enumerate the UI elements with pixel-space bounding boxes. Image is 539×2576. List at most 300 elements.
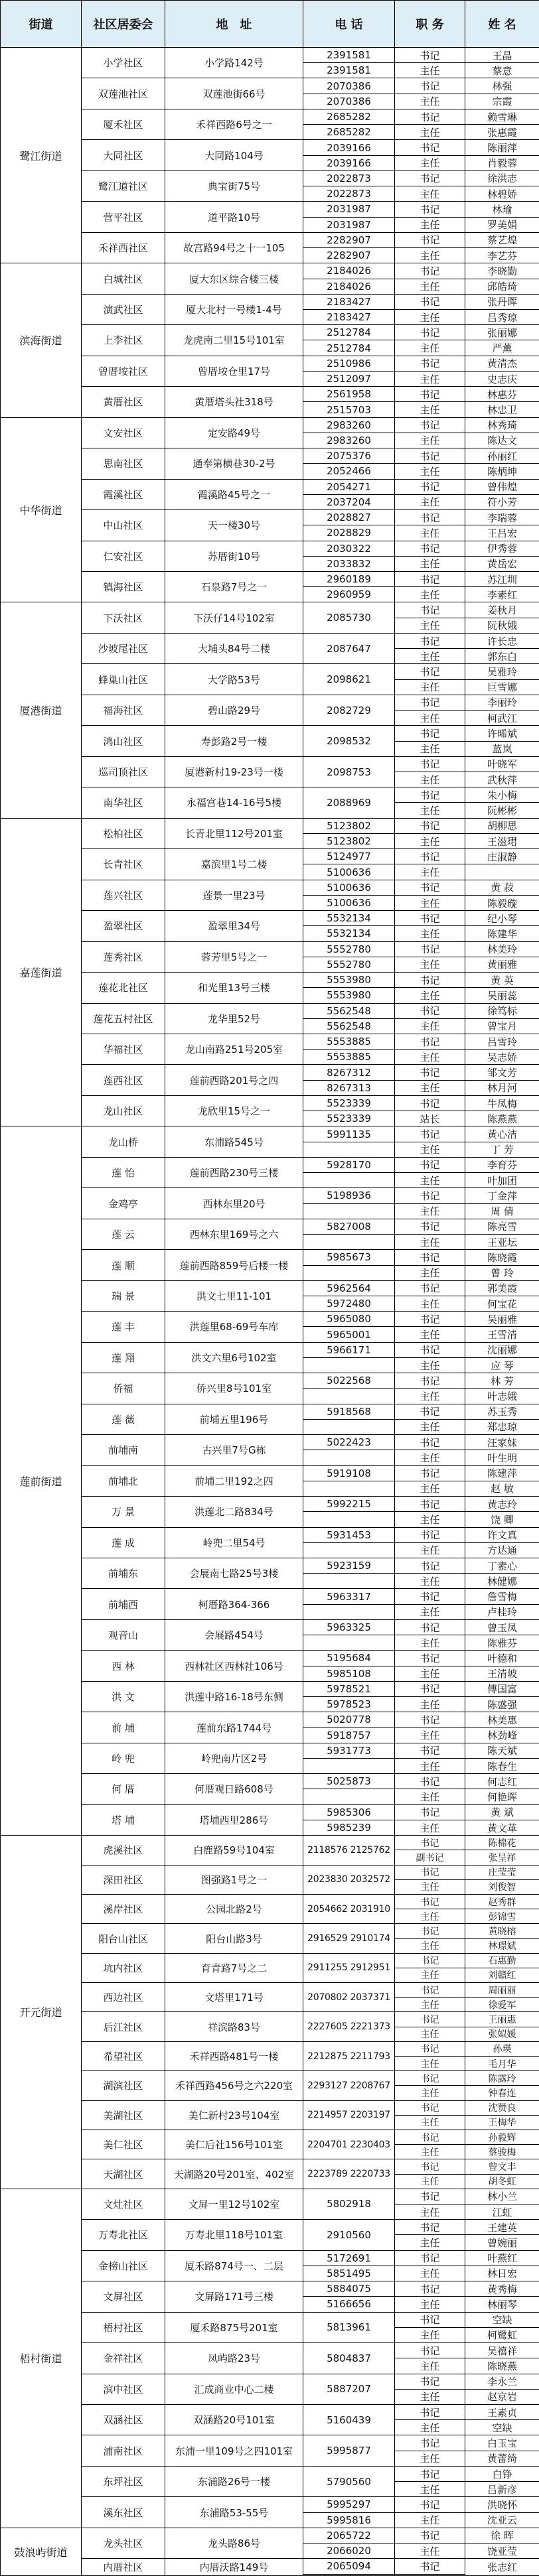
- member-title: 书记: [395, 1095, 465, 1111]
- member-phone: 5553980: [303, 988, 395, 1003]
- member-phone: 5963317: [303, 1589, 395, 1604]
- community-name: 梧村社区: [82, 2312, 165, 2342]
- member-phone: 2512097: [303, 371, 395, 386]
- member-title: 主任: [395, 2389, 465, 2404]
- community-phone: 2916529 2910174: [303, 1924, 395, 1953]
- member-name: 林璟斌: [465, 1938, 539, 1953]
- member-phone: 5552780: [303, 957, 395, 972]
- community-address: 古兴里7号G栋: [165, 1435, 303, 1465]
- member-title: 主任: [395, 2266, 465, 2281]
- community-phone: 2223789 2220733: [303, 2159, 395, 2189]
- community-address: 厦禾路874号一、二层: [165, 2250, 303, 2281]
- member-name: 洪晓怀: [465, 2497, 539, 2512]
- member-name: [465, 864, 539, 880]
- community-address: 寿彭路2号一楼: [165, 726, 303, 756]
- member-phone: 2282907: [303, 232, 395, 247]
- member-name: 王清坡: [465, 1666, 539, 1681]
- member-title: 书记: [395, 2312, 465, 2327]
- member-name: 何志红: [465, 1774, 539, 1789]
- member-name: 林瑜: [465, 202, 539, 217]
- member-title: 书记: [395, 2404, 465, 2419]
- member-name: 肖毅蓉: [465, 155, 539, 170]
- member-title: 书记: [395, 2189, 465, 2204]
- member-name: 汪家妹: [465, 1435, 539, 1450]
- member-title: 书记: [395, 2130, 465, 2144]
- member-name: 黄文革: [465, 1820, 539, 1835]
- community-address: 定安路49号: [165, 417, 303, 448]
- member-title: 主任: [395, 1789, 465, 1804]
- table-header: [1, 1, 539, 48]
- table-row: [1, 1894, 539, 1909]
- community-phone: 2054662 2031910: [303, 1894, 395, 1923]
- member-name: 陈毅璇: [465, 895, 539, 910]
- community-address: 曾厝垵仓里17号: [165, 356, 303, 386]
- member-phone: 5198936: [303, 1188, 395, 1203]
- member-name: 林 芳: [465, 1373, 539, 1389]
- community-name: 松柏社区: [82, 818, 165, 848]
- member-name: 叶晓军: [465, 756, 539, 772]
- member-name: 沈亚云: [465, 2512, 539, 2528]
- table-row: [1, 1953, 539, 1968]
- member-name: 符小芳: [465, 494, 539, 509]
- member-phone: 2070386: [303, 78, 395, 94]
- member-name: 林碧娇: [465, 186, 539, 202]
- community-phone: 5790560: [303, 2466, 395, 2496]
- member-title: 主任: [395, 2174, 465, 2189]
- member-phone: [303, 1142, 395, 1157]
- member-phone: [303, 1542, 395, 1558]
- community-name: 霞溪社区: [82, 479, 165, 509]
- member-name: 李素红: [465, 587, 539, 602]
- member-title: 站长: [395, 1111, 465, 1126]
- community-name: 文安社区: [82, 417, 165, 448]
- member-title: 书记: [395, 1404, 465, 1419]
- community-name: 湖滨社区: [82, 2071, 165, 2100]
- table-row: [1, 664, 539, 679]
- member-title: 书记: [395, 633, 465, 648]
- street-name: 嘉莲街道: [1, 818, 82, 1126]
- member-title: 书记: [395, 1342, 465, 1357]
- community-name: 沙坡尾社区: [82, 633, 165, 663]
- member-name: 何宝花: [465, 1296, 539, 1311]
- member-phone: 5100636: [303, 880, 395, 895]
- member-title: 书记: [395, 2528, 465, 2543]
- table-row: [1, 232, 539, 247]
- community-name: 虎溪社区: [82, 1836, 165, 1865]
- community-name: 溪东社区: [82, 2497, 165, 2528]
- member-phone: 2685282: [303, 125, 395, 140]
- table-row: [1, 849, 539, 864]
- member-title: 主任: [395, 1759, 465, 1774]
- member-title: 书记: [395, 1312, 465, 1327]
- member-name: 应 琴: [465, 1357, 539, 1373]
- community-phone: 5887207: [303, 2374, 395, 2404]
- member-phone: 5562548: [303, 1018, 395, 1034]
- member-name: 饶 卿: [465, 1512, 539, 1527]
- member-phone: 5962564: [303, 1280, 395, 1296]
- community-name: 龙山桥: [82, 1126, 165, 1157]
- member-phone: 5172691: [303, 2250, 395, 2266]
- member-name: 林健娜: [465, 1574, 539, 1589]
- member-name: 孙毅辉: [465, 2130, 539, 2144]
- member-title: 书记: [395, 510, 465, 525]
- community-address: 西林东里169号之六: [165, 1219, 303, 1249]
- member-title: 书记: [395, 387, 465, 402]
- member-name: 张志红: [465, 2559, 539, 2576]
- member-phone: 2030322: [303, 541, 395, 556]
- member-phone: 5100636: [303, 864, 395, 880]
- table-row: [1, 633, 539, 648]
- community-address: 龙头路86号: [165, 2528, 303, 2558]
- member-title: 书记: [395, 2012, 465, 2027]
- community-name: 金鸡亭: [82, 1188, 165, 1219]
- member-name: 孙丽红: [465, 448, 539, 464]
- community-address: 文屏一里12号102室: [165, 2189, 303, 2219]
- member-title: 主任: [395, 494, 465, 509]
- community-address: 洪文六里6号102室: [165, 1342, 303, 1373]
- member-title: 主任: [395, 1968, 465, 1982]
- community-address: 霞溪路45号之一: [165, 479, 303, 509]
- member-title: 书记: [395, 1435, 465, 1450]
- table-row: [1, 2220, 539, 2235]
- table-row: [1, 1188, 539, 1203]
- member-title: 书记: [395, 756, 465, 772]
- member-name: 黄心洁: [465, 1126, 539, 1142]
- community-name: 白城社区: [82, 263, 165, 294]
- table-row: [1, 448, 539, 464]
- table-row: [1, 880, 539, 895]
- member-name: 黄丽雅: [465, 957, 539, 972]
- member-name: 陈露玲: [465, 2071, 539, 2086]
- member-title: 主任: [395, 1327, 465, 1342]
- member-name: 赵秀群: [465, 1894, 539, 1909]
- community-address: 汇成商业中心二楼: [165, 2374, 303, 2404]
- member-title: 书记: [395, 48, 465, 63]
- member-name: 叶加团: [465, 1173, 539, 1188]
- community-name: 龙头社区: [82, 2528, 165, 2558]
- community-address: 龙虎南二里15号101室: [165, 325, 303, 356]
- member-name: 李艺芬: [465, 248, 539, 263]
- member-phone: 5985673: [303, 1250, 395, 1265]
- header-phone: 电 话: [303, 1, 395, 48]
- community-address: 阳台山路3号: [165, 1924, 303, 1953]
- member-name: 史志庆: [465, 371, 539, 386]
- community-address: 莲前西路201号之四: [165, 1065, 303, 1095]
- member-name: 赵京岩: [465, 2389, 539, 2404]
- member-name: 曾玉凤: [465, 1619, 539, 1635]
- table-row: [1, 1619, 539, 1635]
- member-name: 黄晓榕: [465, 1924, 539, 1938]
- member-phone: [303, 1635, 395, 1651]
- member-name: 吴雅玲: [465, 664, 539, 679]
- table-row: [1, 2281, 539, 2297]
- member-title: 主任: [395, 1080, 465, 1095]
- member-phone: 2022873: [303, 186, 395, 202]
- community-phone: 2023830 2032572: [303, 1865, 395, 1894]
- member-name: 王素贞: [465, 2404, 539, 2419]
- member-title: 书记: [395, 1280, 465, 1296]
- community-name: 深田社区: [82, 1865, 165, 1894]
- member-title: 书记: [395, 2343, 465, 2358]
- member-name: 傅国富: [465, 1681, 539, 1696]
- member-name: 刘俊智: [465, 1879, 539, 1894]
- table-row: [1, 2071, 539, 2086]
- member-title: 书记: [395, 78, 465, 94]
- member-title: 书记: [395, 2374, 465, 2389]
- community-phone: 2214957 2203197: [303, 2100, 395, 2130]
- member-title: 主任: [395, 2027, 465, 2041]
- member-name: 曾宝月: [465, 1018, 539, 1034]
- member-phone: 5884075: [303, 2281, 395, 2297]
- member-name: 王丽惠: [465, 2012, 539, 2027]
- table-row: [1, 2343, 539, 2358]
- table-row: [1, 202, 539, 217]
- member-name: 林劲峰: [465, 1728, 539, 1743]
- member-name: 苏玉秀: [465, 1404, 539, 1419]
- member-name: 黄岳宏: [465, 556, 539, 571]
- member-phone: 2028829: [303, 525, 395, 541]
- community-address: 会展南七路25号3楼: [165, 1558, 303, 1588]
- member-name: 周 倩: [465, 1203, 539, 1219]
- member-title: 主任: [395, 2358, 465, 2374]
- community-address: 大埔头84号二楼: [165, 633, 303, 663]
- community-phone: 2098532: [303, 726, 395, 756]
- member-phone: 5918757: [303, 1728, 395, 1743]
- member-name: 阮秋娥: [465, 618, 539, 633]
- member-name: 黄志玲: [465, 1497, 539, 1512]
- community-address: 岭兜南片区2号: [165, 1743, 303, 1773]
- member-title: 书记: [395, 1836, 465, 1850]
- member-title: 书记: [395, 973, 465, 988]
- member-title: 主任: [395, 1389, 465, 1404]
- member-phone: 5166656: [303, 2297, 395, 2312]
- member-title: 主任: [395, 1666, 465, 1681]
- community-name: 阳台山社区: [82, 1924, 165, 1953]
- member-name: 曾 玲: [465, 1265, 539, 1280]
- table-row: [1, 1219, 539, 1234]
- member-phone: 2184026: [303, 263, 395, 279]
- table-row: [1, 756, 539, 772]
- community-name: 万寿北社区: [82, 2220, 165, 2250]
- member-name: 朱小梅: [465, 787, 539, 803]
- member-phone: 2028827: [303, 510, 395, 525]
- community-name: 后江社区: [82, 2012, 165, 2041]
- community-address: 禾祥西路456号之六220室: [165, 2071, 303, 2100]
- member-title: 主任: [395, 248, 465, 263]
- member-phone: [303, 1265, 395, 1280]
- member-title: 主任: [395, 1820, 465, 1835]
- table-row: [1, 541, 539, 556]
- member-name: 牛凤梅: [465, 1095, 539, 1111]
- header-community: 社区居委会: [82, 1, 165, 48]
- member-name: 曾文丰: [465, 2159, 539, 2174]
- member-title: 书记: [395, 109, 465, 124]
- member-title: 书记: [395, 1743, 465, 1758]
- member-phone: 5992215: [303, 1497, 395, 1512]
- member-name: 钟春连: [465, 2086, 539, 2100]
- member-phone: 5123802: [303, 818, 395, 833]
- member-phone: 5123802: [303, 833, 395, 848]
- member-title: 书记: [395, 2559, 465, 2574]
- table-row: [1, 109, 539, 124]
- member-title: 主任: [395, 525, 465, 541]
- member-name: 蓝岚: [465, 741, 539, 756]
- member-title: 主任: [395, 679, 465, 695]
- member-name: 周丽丽: [465, 1983, 539, 1998]
- member-name: 林强: [465, 78, 539, 94]
- table-row: [1, 2012, 539, 2027]
- member-title: 书记: [395, 818, 465, 833]
- community-address: 美仁后社156号101室: [165, 2130, 303, 2159]
- table-row: [1, 2497, 539, 2512]
- table-row: [1, 2312, 539, 2327]
- community-name: 思南社区: [82, 448, 165, 479]
- member-name: 姜秋月: [465, 602, 539, 618]
- member-name: 空缺: [465, 2312, 539, 2327]
- member-phone: 2983260: [303, 417, 395, 433]
- member-phone: [303, 1389, 395, 1404]
- member-name: 王滋珺: [465, 833, 539, 848]
- member-phone: 2066020: [303, 2543, 395, 2559]
- member-name: 曾婉丽: [465, 2235, 539, 2250]
- community-name: 侨福: [82, 1373, 165, 1404]
- member-phone: [303, 1419, 395, 1434]
- member-name: 阮彬彬: [465, 803, 539, 818]
- community-address: 嘉滨里1号二楼: [165, 849, 303, 880]
- member-name: 赖雪琳: [465, 109, 539, 124]
- member-title: 主任: [395, 186, 465, 202]
- table-row: [1, 1003, 539, 1018]
- member-phone: [303, 1235, 395, 1250]
- member-phone: 5022423: [303, 1435, 395, 1450]
- table-row: [1, 2374, 539, 2389]
- table-row: [1, 325, 539, 340]
- member-phone: 2022873: [303, 170, 395, 186]
- member-phone: [303, 2574, 395, 2575]
- member-title: 主任: [395, 1203, 465, 1219]
- community-name: 黄厝社区: [82, 387, 165, 417]
- community-address: 前埔五里196号: [165, 1404, 303, 1434]
- member-title: 书记: [395, 1894, 465, 1909]
- member-name: 张呈祥: [465, 1850, 539, 1865]
- community-phone: 2118576 2125762: [303, 1836, 395, 1865]
- member-phone: [303, 1450, 395, 1465]
- community-address: 洪莲北二路834号: [165, 1497, 303, 1527]
- member-name: 张姒媛: [465, 2027, 539, 2041]
- member-name: 巨雪娜: [465, 679, 539, 695]
- member-title: 书记: [395, 695, 465, 710]
- member-title: 主任: [395, 957, 465, 972]
- member-title: 书记: [395, 1250, 465, 1265]
- member-name: 叶燕红: [465, 2250, 539, 2266]
- member-phone: [303, 1357, 395, 1373]
- member-name: 黄 菽: [465, 880, 539, 895]
- table-row: [1, 1095, 539, 1111]
- community-name: 莲西社区: [82, 1065, 165, 1095]
- community-address: 西林东里20号: [165, 1188, 303, 1219]
- member-name: 林秀琦: [465, 417, 539, 433]
- member-title: 书记: [395, 1497, 465, 1512]
- member-title: 书记: [395, 849, 465, 864]
- member-title: 主任: [395, 803, 465, 818]
- community-address: 图强路1号之一: [165, 1865, 303, 1894]
- header-address: 地 址: [165, 1, 303, 48]
- member-name: 徐笃标: [465, 1003, 539, 1018]
- member-name: 宗霞: [465, 94, 539, 109]
- member-title: 主任: [395, 2204, 465, 2219]
- table-row: [1, 2528, 539, 2543]
- member-phone: 5827008: [303, 1219, 395, 1234]
- community-address: 何厝观日路608号: [165, 1774, 303, 1804]
- table-row: [1, 2159, 539, 2174]
- member-name: 许晞斌: [465, 726, 539, 741]
- member-title: 主任: [395, 309, 465, 324]
- member-name: 陈建萍: [465, 1465, 539, 1481]
- street-name: 滨海街道: [1, 263, 82, 417]
- community-name: 坑内社区: [82, 1953, 165, 1982]
- table-row: [1, 1250, 539, 1265]
- member-name: 吴丽雅: [465, 1312, 539, 1327]
- community-name: 华福社区: [82, 1034, 165, 1065]
- member-name: 胡柳思: [465, 818, 539, 833]
- member-phone: 5532134: [303, 911, 395, 926]
- member-title: 主任: [395, 895, 465, 910]
- member-title: 书记: [395, 1465, 465, 1481]
- member-name: 毛月华: [465, 2057, 539, 2071]
- member-title: 副书记: [395, 1850, 465, 1865]
- member-phone: 2075376: [303, 448, 395, 464]
- member-phone: [303, 1789, 395, 1804]
- community-name: 金榜山社区: [82, 2250, 165, 2281]
- community-name: 前埔北: [82, 1465, 165, 1496]
- table-row: [1, 1157, 539, 1172]
- member-title: 主任: [395, 2327, 465, 2342]
- table-row: [1, 1804, 539, 1820]
- member-title: 书记: [395, 2497, 465, 2512]
- member-name: 邹文芳: [465, 1065, 539, 1080]
- member-phone: 2391581: [303, 48, 395, 63]
- member-title: 主任: [395, 2512, 465, 2528]
- member-name: 李瑞蓉: [465, 510, 539, 525]
- community-address: 西林社区西林社106号: [165, 1651, 303, 1681]
- member-name: 徐洪志: [465, 170, 539, 186]
- member-title: 主任: [395, 833, 465, 848]
- member-phone: 2510986: [303, 356, 395, 371]
- member-phone: 5100636: [303, 895, 395, 910]
- community-name: 中山社区: [82, 510, 165, 541]
- member-name: 林忠卫: [465, 402, 539, 417]
- community-address: 和光里13号三楼: [165, 973, 303, 1003]
- member-title: 书记: [395, 1065, 465, 1080]
- member-phone: 2031987: [303, 217, 395, 232]
- community-address: 长青北里112号201室: [165, 818, 303, 848]
- member-title: 主任: [395, 1050, 465, 1065]
- member-phone: 5928170: [303, 1157, 395, 1172]
- member-title: 书记: [395, 664, 465, 679]
- member-title: 书记: [395, 1681, 465, 1696]
- member-name: 李永兰: [465, 2374, 539, 2389]
- member-title: 书记: [395, 2100, 465, 2115]
- community-address: 通奉第横巷30-2号: [165, 448, 303, 479]
- community-address: 洪莲里68-69号车库: [165, 1312, 303, 1342]
- community-address: 莲景一里23号: [165, 880, 303, 910]
- community-address: 文屏路171号三楼: [165, 2281, 303, 2312]
- member-phone: 5923159: [303, 1558, 395, 1573]
- member-name: 陈燕燕: [465, 1111, 539, 1126]
- community-phone: 5813961: [303, 2312, 395, 2342]
- member-phone: 2039166: [303, 140, 395, 155]
- table-row: [1, 2189, 539, 2204]
